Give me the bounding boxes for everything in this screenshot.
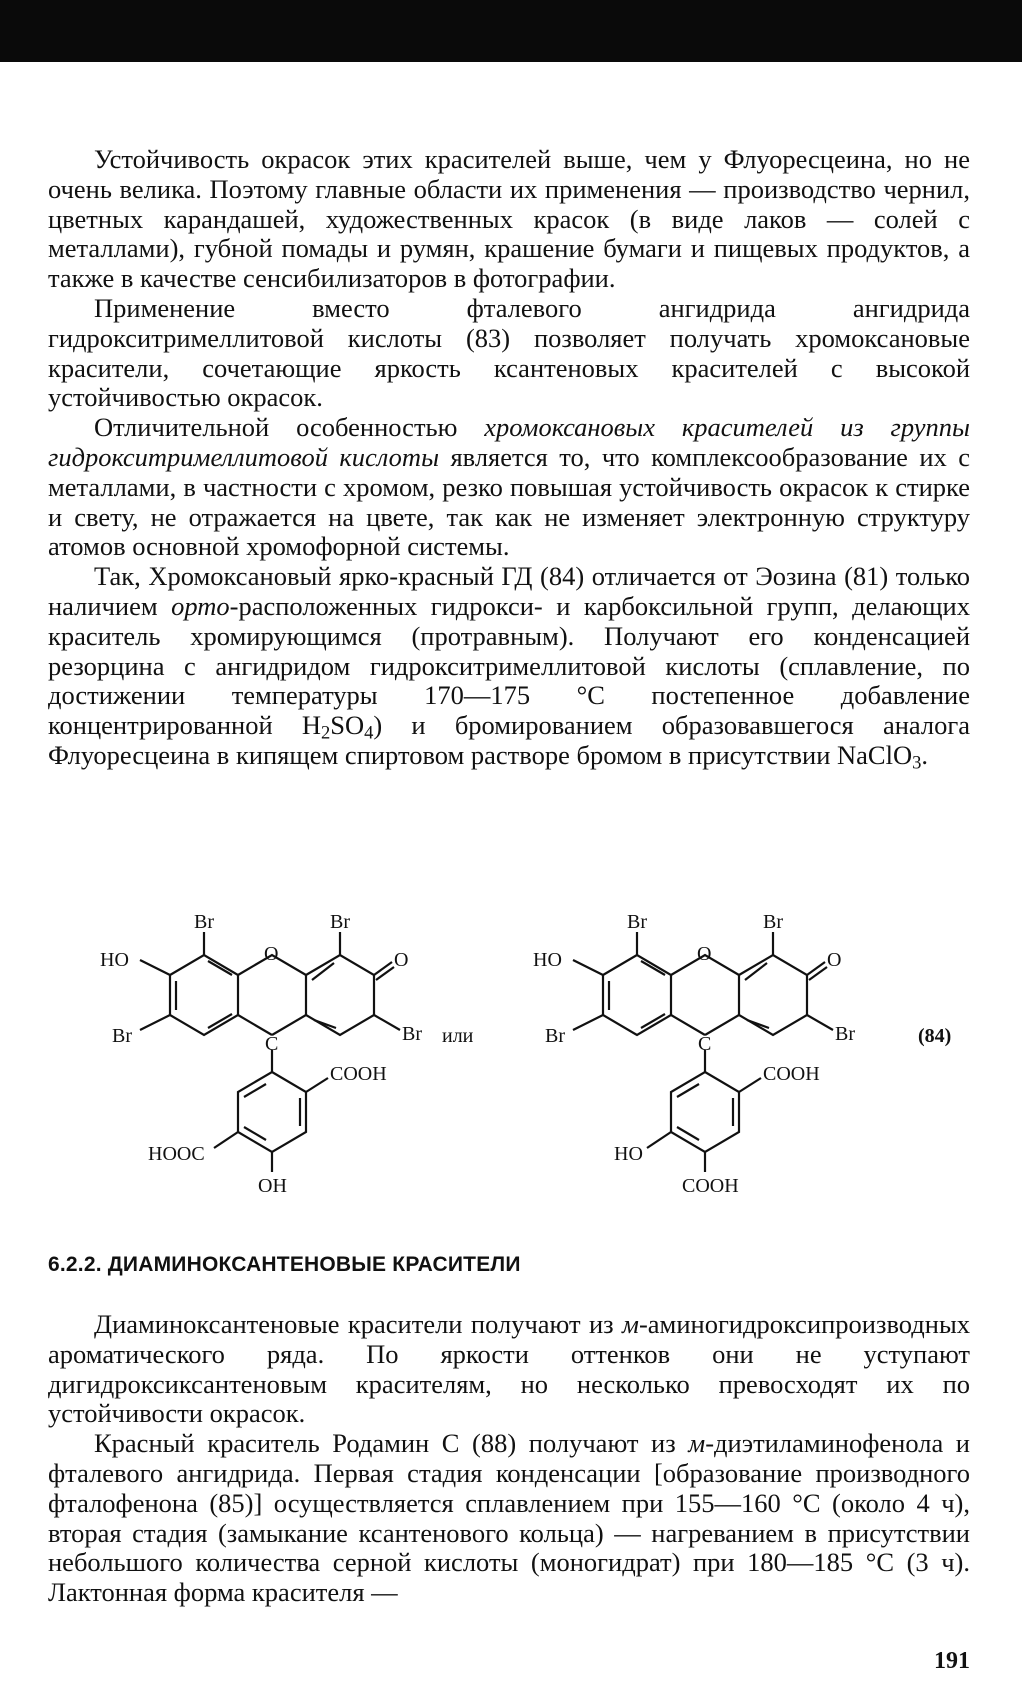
para4-sub1: 2	[320, 722, 331, 744]
right-ho-bottom: HO	[614, 1143, 643, 1165]
para4-sub2: 4	[364, 722, 374, 744]
para4-italic: орто	[171, 590, 230, 621]
para3-end: является то, что комплексообразование их с металлами, в частности с хромом, резко повышая устойчивость окрасок к стирке и свету, не отражается на цвете, так как не изменяет электронную структуру атомов основной хромофорной системы.	[48, 441, 970, 562]
left-br-right: Br	[402, 1023, 422, 1045]
paragraph-chromoxane-feature	[48, 413, 970, 562]
left-hooc: HOOC	[148, 1143, 205, 1165]
para4-sub3: 3	[912, 752, 922, 774]
para3-italic: хромоксановых красителей из группы гидрокситримеллитовой кислоты	[48, 412, 970, 472]
left-br-top2: Br	[330, 911, 350, 933]
left-br-left: Br	[112, 1025, 132, 1047]
para4-mid2: SO	[330, 710, 365, 741]
left-oh: OH	[258, 1175, 287, 1197]
para6-start: Красный краситель Родамин С (88) получают из	[94, 1428, 689, 1459]
right-br-left: Br	[545, 1025, 565, 1047]
text-block-upper	[48, 144, 970, 774]
paragraph-rhodamine	[48, 1429, 970, 1608]
paragraph-chromoxane-red	[48, 561, 970, 774]
formula-connector: или	[442, 1025, 474, 1047]
scan-top-bar	[0, 0, 1022, 62]
para5-end: -аминогидроксипроизводных ароматического ряда. По яркости оттенков они не уступают дигидроксиксантеновым красителям, но несколько превосходят их по устойчивости окрасок.	[48, 1309, 970, 1429]
formula-label: (84)	[918, 1025, 952, 1047]
para6-end: -диэтиламинофенола и фталевого ангидрида. Первая стадия конденсации [образование производного фталофенона (85)] осуществляется сплавлением при 155—160 °C (около 4 ч), вторая стадия (замыкание ксантенового кольца) — нагреванием в присутствии небольшого количества серной кислоты (моногидрат) при 180—185 °C (3 ч). Лактонная форма красителя —	[48, 1428, 970, 1608]
para4-mid: -расположенных гидрокси- и карбоксильной групп, делающих краситель хромирующимся (протравным). Получают его конденсацией резорцина с ангидридом гидрокситримеллитовой кислоты (сплавление, по достижении температуры 170—175 °C постепенное добавление концентрированной H	[48, 590, 970, 741]
para5-italic: м	[622, 1309, 639, 1339]
left-ho: HO	[100, 949, 129, 971]
right-br-top1: Br	[627, 911, 647, 933]
right-br-top2: Br	[763, 911, 783, 933]
left-cooh: COOH	[330, 1063, 387, 1085]
right-cooh: COOH	[763, 1063, 820, 1085]
para4-end: .	[921, 739, 929, 770]
paragraph-stability: Устойчивость окрасок этих красителей выше, чем у Флуоресцеина, но не очень велика. Поэтому главные области их применения — производство чернил, цветных карандашей, художественных красок (в виде лаков — солей с металлами), губной помады и румян, крашение бумаги и пищевых продуктов, а также в качестве сенсибилизаторов в фотографии.	[48, 144, 970, 294]
right-o-ring: O	[697, 943, 712, 965]
para4-mid3: ) и бромированием образовавшегося аналога Флуоресцеина в кипящем спиртовом растворе бромом в присутствии NaClO	[48, 710, 970, 770]
paragraph-chromoxane-application: Применение вместо фталевого ангидрида ангидрида гидрокситримеллитовой кислоты (83) позволяет получать хромоксановые красители, сочетающие яркость ксантеновых красителей с высокой устойчивостью окрасок.	[48, 292, 970, 413]
left-o-ring: O	[264, 943, 279, 965]
para4-start: Так, Хромоксановый ярко-красный ГД (84) отличается от Эозина (81) только наличием	[48, 561, 970, 621]
right-br-right: Br	[835, 1023, 855, 1045]
para3-start: Отличительной особенностью	[94, 412, 485, 443]
left-c: C	[265, 1033, 279, 1055]
para6-italic: м	[688, 1428, 706, 1459]
left-br-top1: Br	[194, 911, 214, 933]
text-block-lower	[48, 1310, 970, 1608]
para5-start: Диаминоксантеновые красители получают из	[94, 1309, 623, 1339]
section-heading: 6.2.2. ДИАМИНОКСАНТЕНОВЫЕ КРАСИТЕЛИ	[48, 1253, 521, 1276]
right-ho: HO	[533, 949, 562, 971]
structural-formula-84	[0, 910, 1022, 1230]
paragraph-diaminoxanthene	[48, 1310, 970, 1429]
right-cooh-bottom: COOH	[682, 1175, 739, 1197]
right-c: C	[698, 1033, 712, 1055]
right-o-keto: O	[827, 949, 842, 971]
page-number: 191	[934, 1648, 970, 1674]
left-o-keto: O	[394, 949, 409, 971]
